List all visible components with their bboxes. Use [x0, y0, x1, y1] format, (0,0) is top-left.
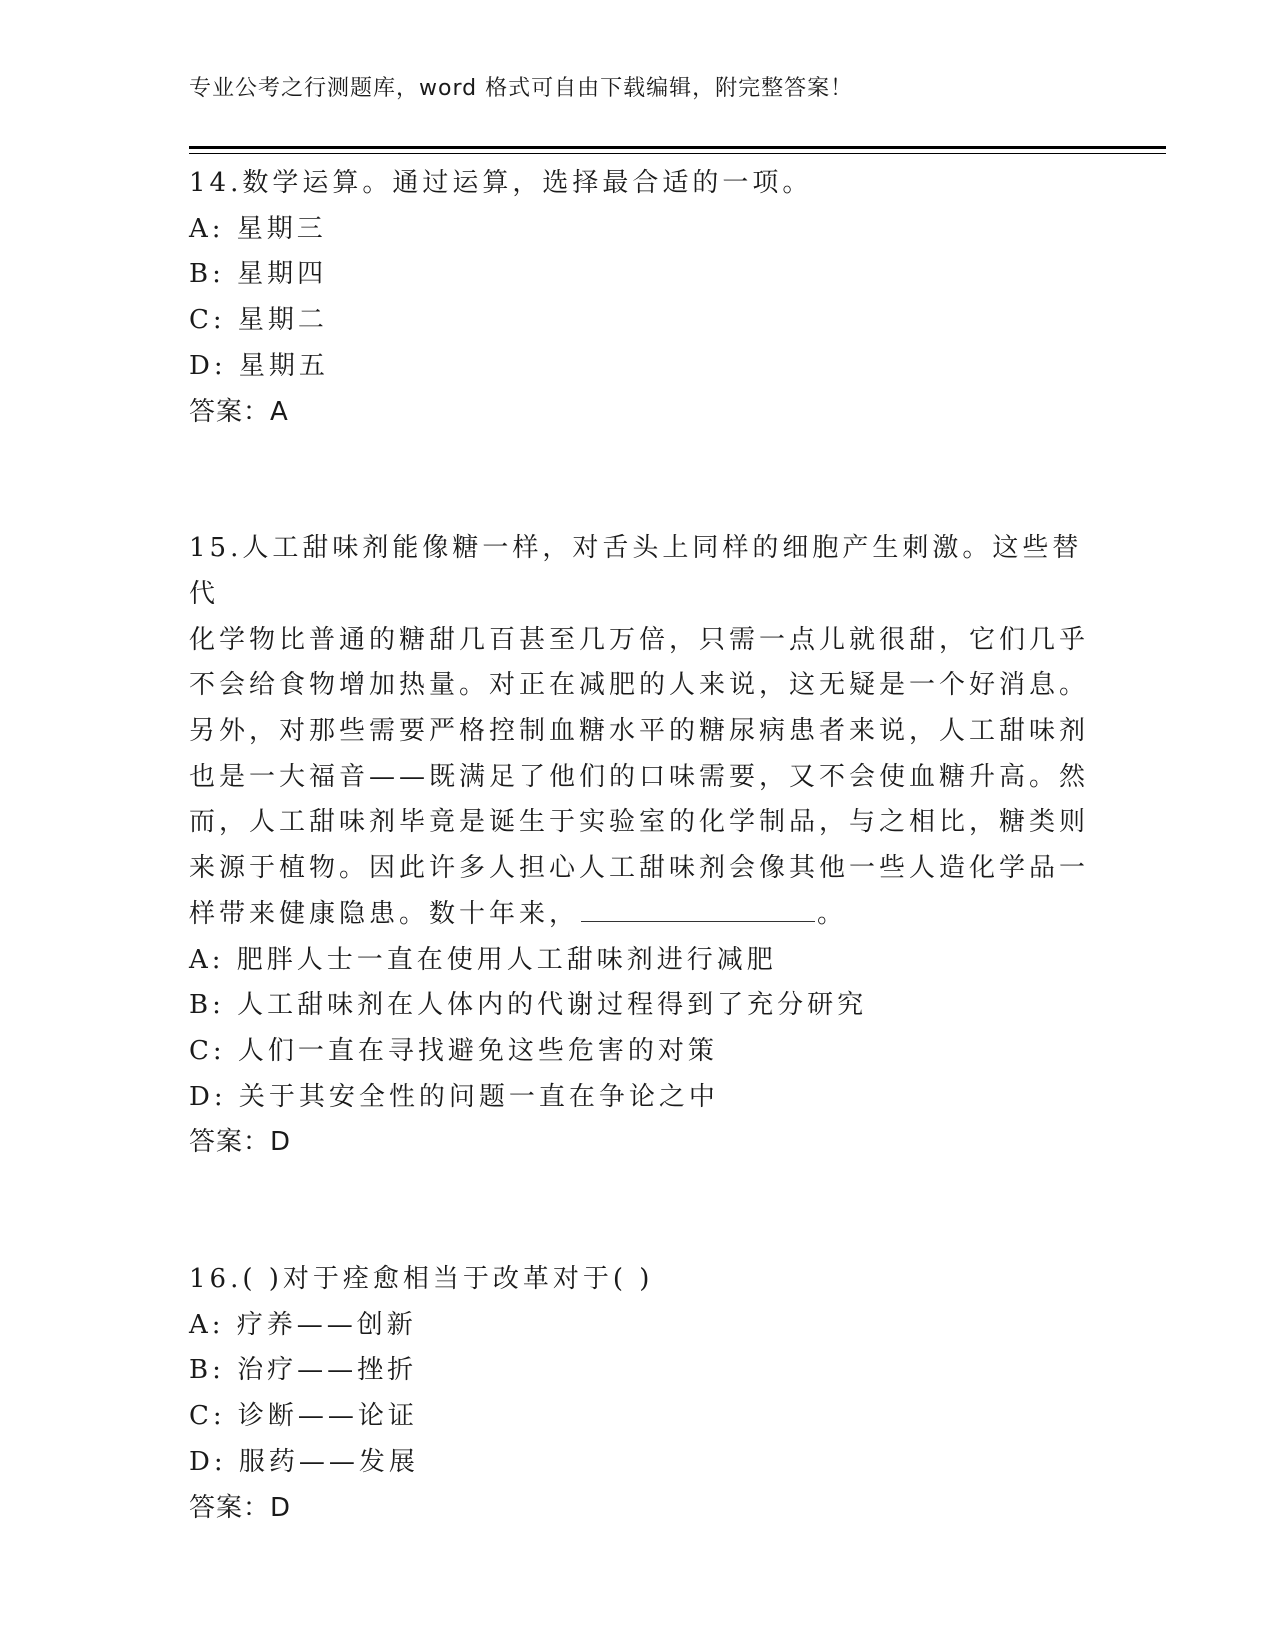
option-a: A: 疗养——创新 — [189, 1309, 417, 1340]
option-c: C: 诊断——论证 — [189, 1401, 418, 1432]
header-note: 专业公考之行测题库，word 格式可自由下载编辑，附完整答案！ — [189, 76, 854, 101]
option-list — [189, 938, 1089, 1121]
option-a: A: 肥胖人士一直在使用人工甜味剂进行减肥 — [189, 944, 777, 975]
stem-line: 化学物比普通的糖甜几百甚至几万倍，只需一点儿就很甜，它们几乎 — [189, 624, 1090, 655]
option-b: B: 人工甜味剂在人体内的代谢过程得到了充分研究 — [189, 990, 868, 1021]
option-c: C: 星期二 — [189, 305, 328, 336]
question-15 — [189, 526, 1089, 1166]
option-d: D: 关于其安全性的问题一直在争论之中 — [189, 1081, 719, 1112]
question-list — [189, 161, 1089, 1531]
answer-line: 答案：A — [189, 396, 289, 427]
question-stem — [189, 526, 1089, 937]
option-c: C: 人们一直在寻找避免这些危害的对策 — [189, 1035, 718, 1066]
question-spacer — [189, 435, 1089, 526]
question-14 — [189, 161, 1089, 435]
stem-end: 。 — [817, 898, 848, 929]
question-16 — [189, 1257, 1089, 1531]
answer-line: 答案：D — [189, 1492, 292, 1523]
header-rule-thin — [189, 153, 1166, 154]
answer-line: 答案：D — [189, 1127, 292, 1158]
question-stem: 14.数学运算。通过运算，选择最合适的一项。 — [189, 168, 813, 198]
stem-line-with-blank — [189, 892, 1089, 938]
option-list — [189, 1303, 1089, 1486]
option-a: A: 星期三 — [189, 213, 327, 244]
stem-line: 而，人工甜味剂毕竟是诞生于实验室的化学制品，与之相比，糖类则 — [189, 807, 1090, 838]
option-d: D: 星期五 — [189, 350, 329, 381]
option-b: B: 星期四 — [189, 259, 328, 290]
fill-in-blank — [581, 895, 815, 922]
option-b: B: 治疗——挫折 — [189, 1355, 418, 1386]
stem-line: 不会给食物增加热量。对正在减肥的人来说，这无疑是一个好消息。 — [189, 670, 1090, 701]
stem-line: 另外，对那些需要严格控制血糖水平的糖尿病患者来说，人工甜味剂 — [189, 716, 1090, 747]
stem-text: 样带来健康隐患。数十年来， — [189, 898, 580, 929]
option-d: D: 服药——发展 — [189, 1446, 419, 1477]
stem-line: 来源于植物。因此许多人担心人工甜味剂会像其他一些人造化学品一 — [189, 853, 1090, 884]
question-stem: 16.( )对于痊愈相当于改革对于( ) — [189, 1264, 654, 1295]
stem-line: 也是一大福音——既满足了他们的口味需要，又不会使血糖升高。然 — [189, 761, 1090, 792]
stem-line: 15.人工甜味剂能像糖一样，对舌头上同样的细胞产生刺激。这些替代 — [189, 533, 1083, 609]
question-spacer — [189, 1166, 1089, 1257]
header-rule-thick — [189, 146, 1166, 149]
option-list — [189, 207, 1089, 390]
